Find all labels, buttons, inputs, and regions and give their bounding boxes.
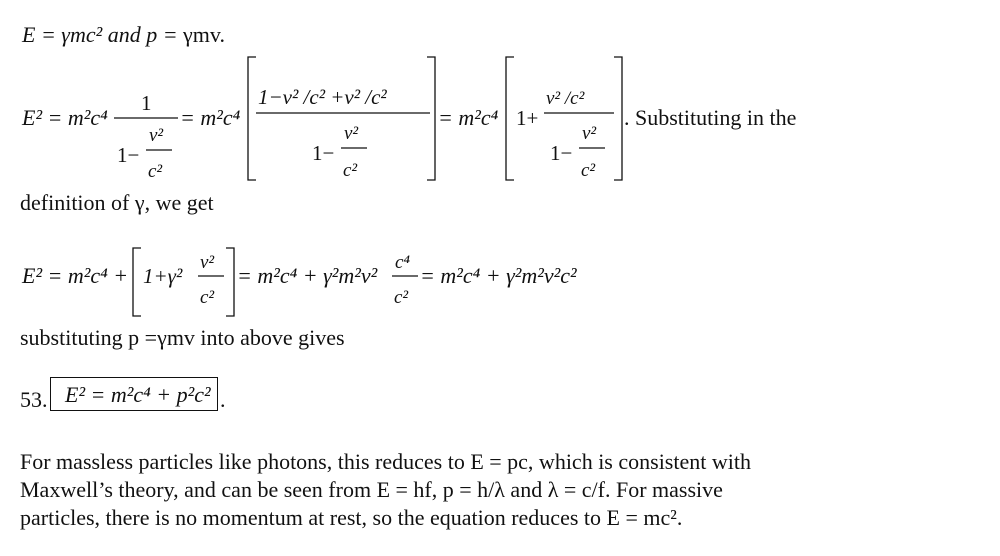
eq2-lhs: E² = m²c⁴ +: [22, 263, 129, 288]
eq2-c2-den: c²: [394, 287, 409, 308]
paragraph-line-2: Maxwell’s theory, and can be seen from E = hf, p = h/λ and λ = c/f. For massive: [20, 477, 723, 502]
eq1-big-v2: v²: [344, 123, 359, 144]
eq1-eq-m2c4-a: = m²c⁴: [180, 105, 241, 130]
eq53-period: .: [220, 387, 226, 412]
eq53-number: 53.: [20, 387, 48, 412]
intro-prefix: E = γmc² and p =: [22, 22, 184, 47]
eq2-v2: v²: [200, 252, 215, 273]
eq1-small-v2: v²: [582, 123, 597, 144]
eq2-bracket-left: [133, 248, 141, 316]
eq2-one-plus-gamma: 1+γ²: [143, 264, 183, 288]
intro-suffix: γmv.: [183, 22, 225, 47]
eq1-frac1-v2: v²: [149, 125, 164, 146]
definition-line: definition of γ, we get: [20, 190, 214, 215]
eq1-after: . Substituting in the: [624, 105, 797, 130]
eq2-tail: = m²c⁴ + γ²m²v²c²: [420, 263, 577, 288]
eq1-big-c2: c²: [343, 160, 358, 181]
closing-paragraph: [20, 448, 820, 532]
eq1-eq-m2c4-b: = m²c⁴: [438, 105, 499, 130]
eq2-mid: = m²c⁴ + γ²m²v²: [237, 263, 378, 288]
eq1-frac1-num: 1: [141, 91, 152, 115]
eq1-small-num: v² /c²: [546, 88, 585, 109]
eq53-box: [50, 377, 218, 411]
eq2-bracket-right: [226, 248, 234, 316]
eq1-frac1-den-one: 1−: [117, 143, 140, 167]
eq2-c4: c⁴: [395, 252, 411, 273]
substituting-line: substituting p =γmv into above gives: [20, 325, 345, 350]
eq1-lhs: E² = m²c⁴: [22, 105, 108, 130]
eq53-content: E² = m²c⁴ + p²c²: [65, 382, 211, 407]
eq1-big-den-one: 1−: [312, 141, 335, 165]
paragraph-line-1: For massless particles like photons, this reduces to E = pc, which is consistent with: [20, 449, 751, 474]
eq1-frac1-c2: c²: [148, 161, 163, 182]
paragraph-line-3: particles, there is no momentum at rest, so the equation reduces to E = mc².: [20, 505, 683, 530]
eq1-plus-one: 1+: [516, 106, 539, 130]
eq1-small-den-one: 1−: [550, 141, 573, 165]
eq2-c2: c²: [200, 287, 215, 308]
eq1-big-num: 1−v² /c² +v² /c²: [258, 85, 387, 109]
eq1-small-c2: c²: [581, 160, 596, 181]
